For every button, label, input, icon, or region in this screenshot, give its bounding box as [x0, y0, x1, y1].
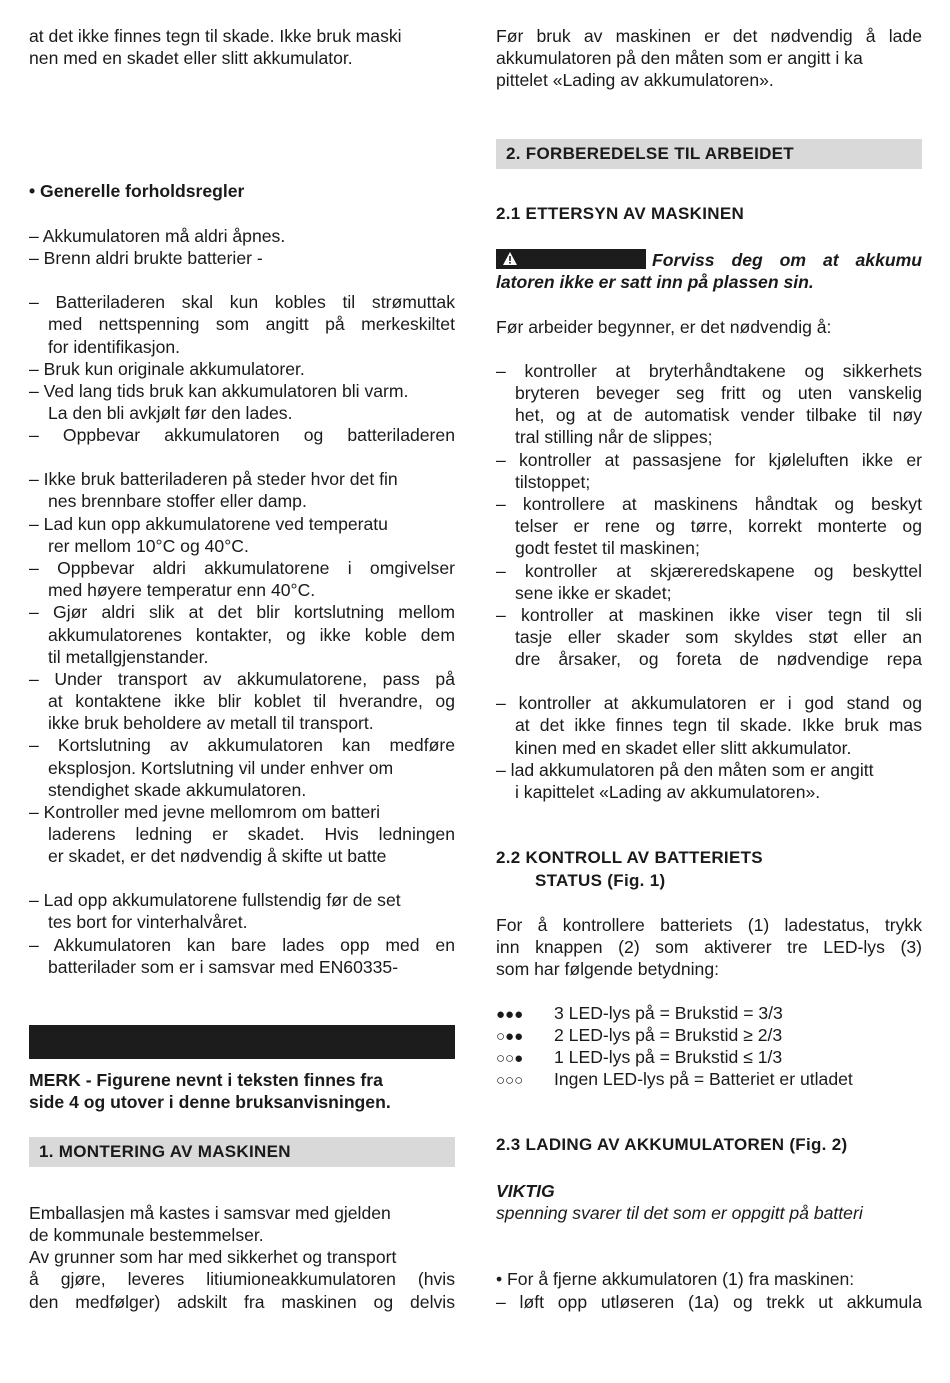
precaution-line: – Oppbevar akkumulatoren og batteriladeren	[29, 425, 455, 445]
check-line: – kontrollere at maskinens håndtak og beskyt	[496, 494, 922, 514]
section-1-text-line: å gjøre, leveres litiumionеakkumulatoren (hvis	[29, 1269, 455, 1289]
precaution-line: – Batteriladeren skal kun kobles til strømuttak	[29, 292, 455, 312]
check-line: – kontroller at skjæreredskapene og beskyttel	[496, 561, 922, 581]
battery-status-text: inn knappen (2) som aktiverer tre LED-lys (3)	[496, 937, 922, 957]
right-intro-line: Før bruk av maskinen er det nødvendig å lade	[496, 26, 922, 46]
precaution-line: til metallgjenstander.	[48, 647, 209, 667]
section-2-title: 2. FORBEREDELSE TIL ARBEIDET	[496, 139, 922, 169]
note-line: MERK - Figurene nevnt i teksten finnes fra	[29, 1070, 383, 1090]
led-row	[496, 1002, 922, 1026]
precaution-line: tes bort for vinterhalvåret.	[48, 912, 248, 932]
check-line: telser er rene og tørre, korrekt monterte og	[515, 516, 922, 536]
precaution-line: – Oppbevar aldri akkumulatorene i omgivelser	[29, 558, 455, 578]
section-1-text-line: Emballasjen må kastes i samsvar med gjelden	[29, 1203, 391, 1223]
subsection-2-2-title-cont: STATUS (Fig. 1)	[535, 871, 666, 890]
battery-status-text: For å kontrollere batteriets (1) ladestatus, trykk	[496, 915, 922, 935]
check-line: tilstoppet;	[515, 472, 591, 492]
check-line: tasje eller skader som skyldes støt eller an	[515, 627, 922, 647]
precaution-line: – Under transport av akkumulatorene, pass på	[29, 669, 455, 689]
section-1-text-line: den medfølger) adskilt fra maskinen og delvis	[29, 1292, 455, 1312]
battery-status-text: som har følgende betydning:	[496, 959, 719, 979]
warning-text: Forviss deg om at akkumu	[652, 250, 922, 270]
general-precautions-heading: • Generelle forholdsregler	[29, 181, 245, 201]
warning-line	[496, 249, 922, 271]
left-intro-line: at det ikke finnes tegn til skade. Ikke bruk maski	[29, 26, 402, 46]
check-line: – kontroller at akkumulatoren er i god stand og	[496, 693, 922, 713]
precaution-line: – Lad opp akkumulatorene fullstendig før de set	[29, 890, 401, 910]
check-line: at det ikke finnes tegn til skade. Ikke bruk mas	[515, 715, 922, 735]
check-line: – kontroller at bryterhåndtakene og sikkerhets	[496, 361, 922, 381]
section-divider-bar	[29, 1025, 455, 1059]
check-line: tral stilling når de slippes;	[515, 427, 713, 447]
precaution-line: laderens ledning er skadet. Hvis ledningen	[48, 824, 455, 844]
precaution-line: eksplosjon. Kortslutning vil under enhver om	[48, 758, 394, 778]
right-intro-line: akkumulatoren på den måten som er angitt i ka	[496, 48, 863, 68]
precaution-line: – Ved lang tids bruk kan akkumulatoren bli varm.	[29, 381, 409, 401]
precaution-line: – Bruk kun originale akkumulatorer.	[29, 359, 305, 379]
led-indicator-icon: ●●●	[496, 1006, 524, 1023]
precaution-line: La den bli avkjølt før den lades.	[48, 403, 293, 423]
led-indicator-icon: ○○○	[496, 1072, 524, 1089]
led-row	[496, 1046, 922, 1070]
subsection-2-1-title: 2.1 ETTERSYN AV MASKINEN	[496, 204, 745, 223]
pre-work-text: Før arbeider begynner, er det nødvendig å:	[496, 317, 832, 337]
precaution-line: stendighet skade akkumulatoren.	[48, 780, 307, 800]
precaution-line: nes brennbare stoffer eller damp.	[48, 491, 307, 511]
led-row-text: 2 LED-lys på = Brukstid ≥ 2/3	[554, 1025, 783, 1045]
precaution-line: akkumulatorenes kontakter, og ikke koble dem	[48, 625, 455, 645]
right-intro-line: pittelet «Lading av akkumulatoren».	[496, 70, 774, 90]
check-line: dre årsaker, og foreta de nødvendige repa	[515, 649, 922, 669]
precaution-line: – Gjør aldri slik at det blir kortslutning mellom	[29, 602, 455, 622]
check-line: het, og at de automatisk vender tilbake til nøy	[515, 405, 922, 425]
subsection-2-2-title: 2.2 KONTROLL AV BATTERIETS	[496, 848, 763, 867]
precaution-line: er skadet, er det nødvendig å skifte ut batte	[48, 846, 387, 866]
check-line: kinen med en skadet eller slitt akkumulator.	[515, 738, 852, 758]
warning-badge	[496, 249, 646, 269]
precaution-line: ikke bruk beholdere av metall til transport.	[48, 713, 374, 733]
led-row-text: 3 LED-lys på = Brukstid = 3/3	[554, 1003, 783, 1023]
check-line: – kontroller at passasjene for kjøleluften ikke er	[496, 450, 922, 470]
precaution-line: – Lad kun opp akkumulatorene ved temperatu	[29, 514, 388, 534]
important-text: spenning svarer til det som er oppgitt på batteri	[496, 1203, 863, 1223]
section-1-text-line: de kommunale bestemmelser.	[29, 1225, 264, 1245]
led-row	[496, 1068, 922, 1092]
precaution-line: – Ikke bruk batteriladeren på steder hvor det fin	[29, 469, 398, 489]
precaution-line: batterilader som er i samsvar med EN60335-	[48, 957, 399, 977]
warning-line: latoren ikke er satt inn på plassen sin.	[496, 272, 814, 292]
check-line: godt festet til maskinen;	[515, 538, 700, 558]
led-row-text: 1 LED-lys på = Brukstid ≤ 1/3	[554, 1047, 783, 1067]
remove-battery-heading: • For å fjerne akkumulatoren (1) fra maskinen:	[496, 1269, 855, 1289]
check-line: bryteren beveger seg fritt og uten vanskelig	[515, 383, 922, 403]
left-intro-line: nen med en skadet eller slitt akkumulator.	[29, 48, 353, 68]
note-line: side 4 og utover i denne bruksanvisningen.	[29, 1092, 391, 1112]
precaution-line: – Kontroller med jevne mellomrom om batteri	[29, 802, 381, 822]
precaution-line: – Akkumulatoren må aldri åpnes.	[29, 226, 286, 246]
check-line: – kontroller at maskinen ikke viser tegn til sli	[496, 605, 922, 625]
important-label: VIKTIG	[496, 1181, 555, 1201]
remove-battery-step: – løft opp utløseren (1a) og trekk ut akkumula	[496, 1292, 922, 1312]
precaution-line: med nettspenning som angitt på merkeskiltet	[48, 314, 455, 334]
precaution-line: – Kortslutning av akkumulatoren kan medføre	[29, 735, 455, 755]
warning-icon	[502, 251, 518, 266]
led-indicator-icon: ○●●	[496, 1028, 524, 1045]
led-row	[496, 1024, 922, 1048]
subsection-2-3-title: 2.3 LADING AV AKKUMULATOREN (Fig. 2)	[496, 1135, 848, 1154]
precaution-line: – Brenn aldri brukte batterier -	[29, 248, 263, 268]
check-line: sene ikke er skadet;	[515, 583, 672, 603]
led-row-text: Ingen LED-lys på = Batteriet er utladet	[554, 1069, 853, 1089]
section-1-text-line: Av grunner som har med sikkerhet og transport	[29, 1247, 397, 1267]
precaution-line: rer mellom 10°C og 40°C.	[48, 536, 249, 556]
precaution-line: med høyere temperatur enn 40°C.	[48, 580, 316, 600]
led-indicator-icon: ○○●	[496, 1050, 524, 1067]
precaution-line: at kontaktene ikke blir koblet til hverandre, og	[48, 691, 455, 711]
check-line: – lad akkumulatoren på den måten som er angitt	[496, 760, 874, 780]
precaution-line: for identifikasjon.	[48, 337, 181, 357]
check-line: i kapittelet «Lading av akkumulatoren».	[515, 782, 821, 802]
precaution-line: – Akkumulatoren kan bare lades opp med en	[29, 935, 455, 955]
section-1-title: 1. MONTERING AV MASKINEN	[29, 1137, 455, 1167]
